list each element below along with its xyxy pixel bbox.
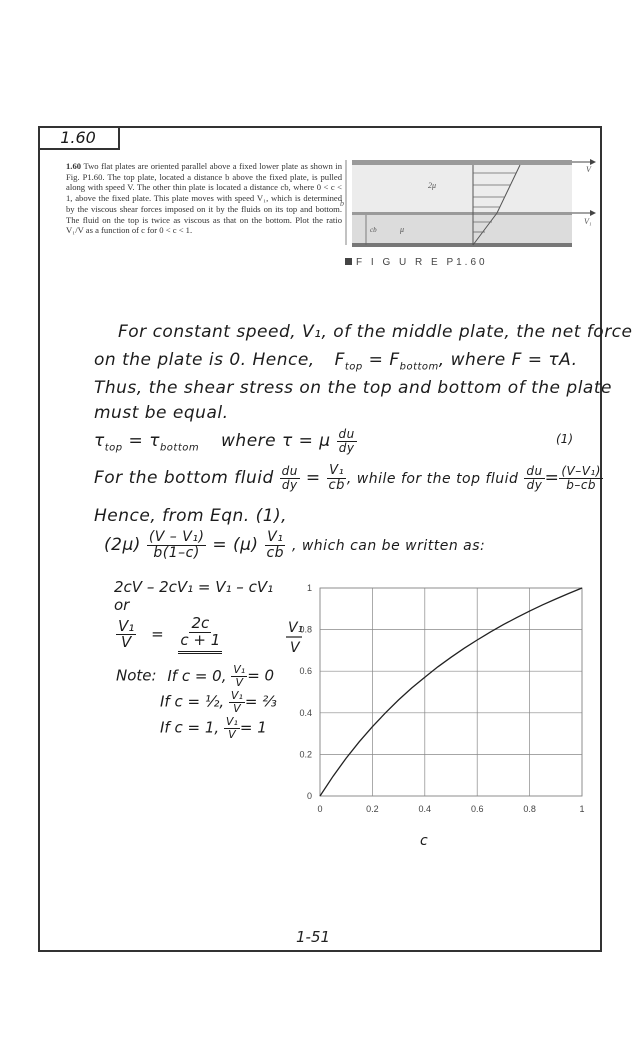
y-tick-label: 1 [306, 583, 312, 593]
or-label: or [114, 596, 130, 614]
problem-number: 1.60 [66, 161, 82, 171]
y-tick-label: 0.4 [299, 707, 312, 718]
plot-frame [320, 588, 582, 796]
y-tick-label: 0.8 [299, 624, 312, 635]
v1-label: V₁ [584, 217, 592, 226]
top-viscosity-label: 2μ [428, 181, 437, 190]
note-line-2: If c = ½, $\frac{\text{V₁}}{V}$ = ⅔ [160, 689, 277, 715]
solution-line-3: Thus, the shear stress on the top and bottom of the plate [94, 378, 612, 398]
problem-body: Two flat plates are oriented parallel above a fixed lower plate as shown in Fig. P1.60. The top plate, located a distance b above the fixed plate, is pulled along with speed V. The other thin plate is located a distance cb, where 0 < c < 1, above the fixed plate. This plate moves with speed V₁, which is determined by the viscous shear forces imposed on it by the fluids on its top and bottom. The fluid on the top is twice as viscous as that on the bottom. Plot the ratio V₁/V as a function of c for 0 < c < 1. [66, 161, 342, 236]
y-tick-label: 0.6 [299, 666, 312, 677]
caption-text: F I G U R E P1.60 [356, 257, 488, 268]
x-tick-label: 0.6 [470, 804, 484, 814]
caption-square-icon [345, 258, 352, 265]
x-tick-label: 0.4 [418, 804, 432, 814]
x-axis-label: c [420, 833, 428, 849]
problem-tag: 1.60 [38, 126, 120, 150]
y-axis-label-denominator: V [290, 640, 300, 656]
fixed-plate [352, 243, 572, 247]
y-axis-label-numerator: V₁ [288, 620, 304, 636]
result-equation: $\frac{\text{V₁}}{V}$ = $\frac{2c}{c + 1}$ [116, 616, 222, 654]
x-tick-label: 0.8 [523, 804, 536, 814]
problem-statement [66, 161, 342, 236]
series-line [320, 588, 582, 796]
solution-line-2: on the plate is 0. Hence, $F_{top} = F_{bottom}$, where F = τA. [94, 350, 578, 373]
note-line-1: Note: If c = 0, $\frac{\text{V₁}}{V}$ = 0 [116, 663, 275, 689]
equation-1: $\tau_{top} = \tau_{bottom}$ where τ = μ $\frac{du}{dy}$ [94, 427, 355, 455]
v-label: V [586, 165, 591, 174]
figure-p1-60 [340, 150, 600, 255]
figure-caption [345, 257, 488, 268]
cb-label: cb [370, 226, 377, 234]
top-plate [352, 160, 572, 165]
shear-rate-line: For the bottom fluid $\frac{du}{dy}$ = $\frac{\text{V₁}}{cb}$ , while for the top fluid $\frac{du}{dy}$ = $\frac{\text{(V–V₁)}}{b-cb}$ [94, 463, 601, 493]
equation-1-label: (1) [556, 432, 573, 446]
bottom-fluid-region [352, 215, 572, 243]
equation-2: (2μ) $\frac{\text{(V – V₁)}}{b(1-c)}$ = (μ) $\frac{\text{V₁}}{cb}$ , which can be written as: [104, 529, 486, 561]
y-tick-label: 0.2 [299, 749, 312, 760]
y-tick-label: 0 [306, 791, 312, 801]
note-line-3: If c = 1, $\frac{\text{V₁}}{V}$ = 1 [160, 715, 267, 741]
equation-3: 2cV – 2cV₁ = V₁ – cV₁ [114, 578, 274, 596]
ratio-chart [280, 580, 600, 850]
page-number: 1-51 [296, 928, 331, 946]
solution-line-1: For constant speed, V₁, of the middle plate, the net force [118, 322, 633, 342]
x-tick-label: 0 [317, 804, 323, 814]
b-label: b [340, 199, 344, 208]
x-tick-label: 1 [579, 804, 585, 814]
x-tick-label: 0.2 [366, 804, 379, 814]
hence-line: Hence, from Eqn. (1), [94, 506, 288, 526]
bottom-viscosity-label: μ [400, 225, 405, 234]
solution-line-4: must be equal. [94, 403, 229, 423]
middle-plate [352, 212, 572, 215]
